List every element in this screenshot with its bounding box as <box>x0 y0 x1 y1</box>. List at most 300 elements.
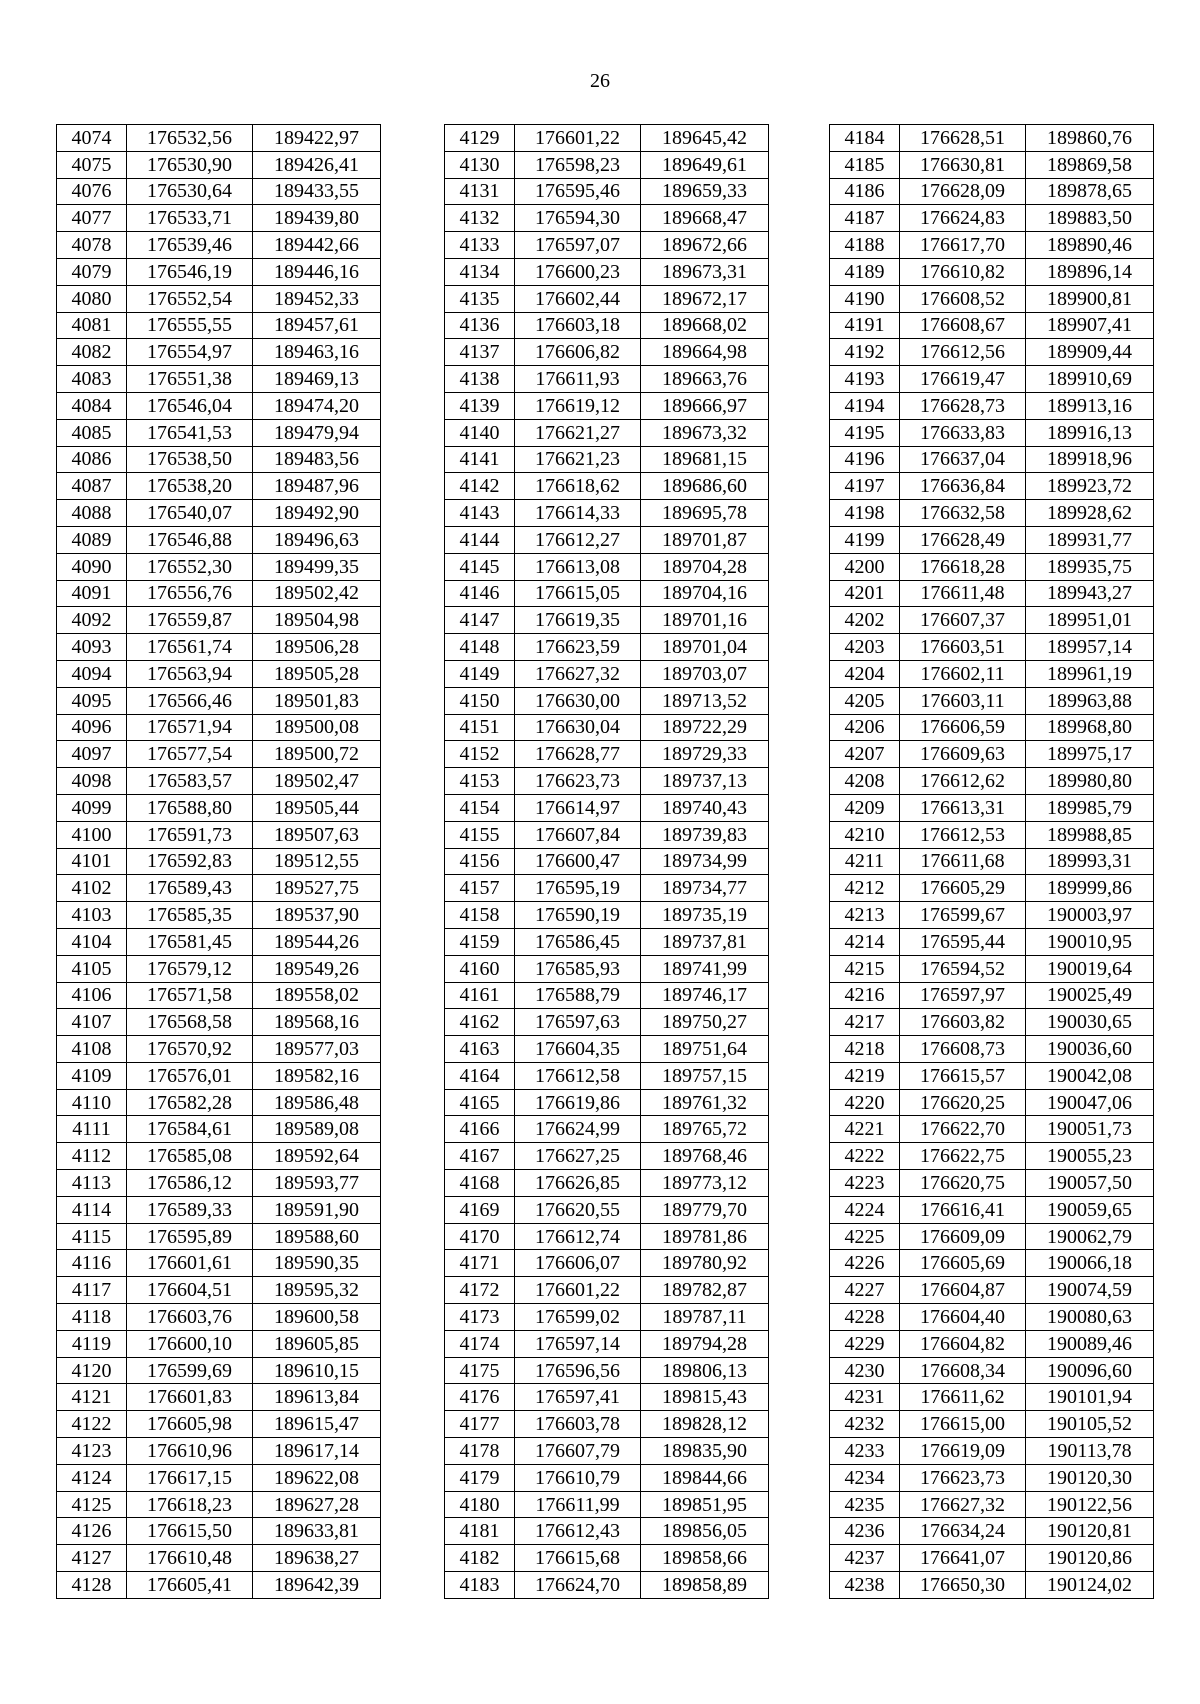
x-coordinate-cell: 176597,97 <box>900 982 1026 1009</box>
y-coordinate-cell: 189869,58 <box>1026 151 1154 178</box>
y-coordinate-cell: 189588,60 <box>253 1223 381 1250</box>
table-row <box>830 205 1154 232</box>
table-row <box>57 580 381 607</box>
table-row <box>830 821 1154 848</box>
y-coordinate-cell: 189568,16 <box>253 1009 381 1036</box>
table-row <box>445 1223 769 1250</box>
table-row <box>57 1116 381 1143</box>
x-coordinate-cell: 176624,99 <box>515 1116 641 1143</box>
x-coordinate-cell: 176533,71 <box>127 205 253 232</box>
x-coordinate-cell: 176632,58 <box>900 500 1026 527</box>
x-coordinate-cell: 176597,63 <box>515 1009 641 1036</box>
point-number-cell: 4160 <box>445 955 515 982</box>
x-coordinate-cell: 176601,83 <box>127 1384 253 1411</box>
table-row <box>57 1572 381 1599</box>
table-row <box>57 526 381 553</box>
point-number-cell: 4095 <box>57 687 127 714</box>
point-number-cell: 4120 <box>57 1357 127 1384</box>
y-coordinate-cell: 189761,32 <box>641 1089 769 1116</box>
x-coordinate-cell: 176623,73 <box>515 768 641 795</box>
table-row <box>57 392 381 419</box>
point-number-cell: 4232 <box>830 1411 900 1438</box>
table-row <box>57 902 381 929</box>
x-coordinate-cell: 176591,73 <box>127 821 253 848</box>
table-row <box>57 446 381 473</box>
table-row <box>445 1304 769 1331</box>
y-coordinate-cell: 190105,52 <box>1026 1411 1154 1438</box>
point-number-cell: 4165 <box>445 1089 515 1116</box>
point-number-cell: 4114 <box>57 1196 127 1223</box>
y-coordinate-cell: 190030,65 <box>1026 1009 1154 1036</box>
point-number-cell: 4172 <box>445 1277 515 1304</box>
table-row <box>445 366 769 393</box>
y-coordinate-cell: 189734,77 <box>641 875 769 902</box>
y-coordinate-cell: 189591,90 <box>253 1196 381 1223</box>
y-coordinate-cell: 190120,30 <box>1026 1464 1154 1491</box>
y-coordinate-cell: 189622,08 <box>253 1464 381 1491</box>
point-number-cell: 4139 <box>445 392 515 419</box>
point-number-cell: 4141 <box>445 446 515 473</box>
point-number-cell: 4222 <box>830 1143 900 1170</box>
point-number-cell: 4215 <box>830 955 900 982</box>
table-row <box>57 768 381 795</box>
point-number-cell: 4162 <box>445 1009 515 1036</box>
point-number-cell: 4231 <box>830 1384 900 1411</box>
table-row <box>57 553 381 580</box>
y-coordinate-cell: 189740,43 <box>641 794 769 821</box>
point-number-cell: 4113 <box>57 1170 127 1197</box>
x-coordinate-cell: 176568,58 <box>127 1009 253 1036</box>
point-number-cell: 4134 <box>445 258 515 285</box>
y-coordinate-cell: 190003,97 <box>1026 902 1154 929</box>
point-number-cell: 4150 <box>445 687 515 714</box>
y-coordinate-cell: 189729,33 <box>641 741 769 768</box>
y-coordinate-cell: 190057,50 <box>1026 1170 1154 1197</box>
x-coordinate-cell: 176590,19 <box>515 902 641 929</box>
table-row <box>445 258 769 285</box>
table-row <box>57 794 381 821</box>
point-number-cell: 4077 <box>57 205 127 232</box>
table-row <box>445 232 769 259</box>
table-row <box>445 1062 769 1089</box>
table-row <box>57 1357 381 1384</box>
point-number-cell: 4107 <box>57 1009 127 1036</box>
table-row <box>830 660 1154 687</box>
y-coordinate-cell: 189787,11 <box>641 1304 769 1331</box>
y-coordinate-cell: 189642,39 <box>253 1572 381 1599</box>
x-coordinate-cell: 176586,12 <box>127 1170 253 1197</box>
table-row <box>445 607 769 634</box>
point-number-cell: 4180 <box>445 1491 515 1518</box>
point-number-cell: 4074 <box>57 125 127 152</box>
x-coordinate-cell: 176615,68 <box>515 1545 641 1572</box>
x-coordinate-cell: 176599,02 <box>515 1304 641 1331</box>
y-coordinate-cell: 189751,64 <box>641 1036 769 1063</box>
y-coordinate-cell: 189549,26 <box>253 955 381 982</box>
table-row <box>830 285 1154 312</box>
table-row <box>57 1143 381 1170</box>
y-coordinate-cell: 189781,86 <box>641 1223 769 1250</box>
point-number-cell: 4098 <box>57 768 127 795</box>
point-number-cell: 4210 <box>830 821 900 848</box>
x-coordinate-cell: 176622,75 <box>900 1143 1026 1170</box>
y-coordinate-cell: 189963,88 <box>1026 687 1154 714</box>
x-coordinate-cell: 176546,19 <box>127 258 253 285</box>
point-number-cell: 4198 <box>830 500 900 527</box>
x-coordinate-cell: 176628,51 <box>900 125 1026 152</box>
y-coordinate-cell: 189782,87 <box>641 1277 769 1304</box>
point-number-cell: 4203 <box>830 634 900 661</box>
y-coordinate-cell: 189856,05 <box>641 1518 769 1545</box>
y-coordinate-cell: 189433,55 <box>253 178 381 205</box>
point-number-cell: 4163 <box>445 1036 515 1063</box>
point-number-cell: 4226 <box>830 1250 900 1277</box>
x-coordinate-cell: 176599,69 <box>127 1357 253 1384</box>
table-row <box>445 392 769 419</box>
table-row <box>445 1572 769 1599</box>
y-coordinate-cell: 189900,81 <box>1026 285 1154 312</box>
y-coordinate-cell: 189439,80 <box>253 205 381 232</box>
point-number-cell: 4145 <box>445 553 515 580</box>
y-coordinate-cell: 189779,70 <box>641 1196 769 1223</box>
table-row <box>57 125 381 152</box>
point-number-cell: 4112 <box>57 1143 127 1170</box>
table-row <box>445 634 769 661</box>
point-number-cell: 4186 <box>830 178 900 205</box>
y-coordinate-cell: 189737,81 <box>641 928 769 955</box>
x-coordinate-cell: 176612,58 <box>515 1062 641 1089</box>
x-coordinate-cell: 176624,83 <box>900 205 1026 232</box>
x-coordinate-cell: 176596,56 <box>515 1357 641 1384</box>
point-number-cell: 4217 <box>830 1009 900 1036</box>
x-coordinate-cell: 176566,46 <box>127 687 253 714</box>
x-coordinate-cell: 176619,86 <box>515 1089 641 1116</box>
x-coordinate-cell: 176541,53 <box>127 419 253 446</box>
x-coordinate-cell: 176617,15 <box>127 1464 253 1491</box>
table-row <box>57 258 381 285</box>
table-row <box>57 366 381 393</box>
y-coordinate-cell: 189737,13 <box>641 768 769 795</box>
y-coordinate-cell: 189961,19 <box>1026 660 1154 687</box>
x-coordinate-cell: 176604,87 <box>900 1277 1026 1304</box>
x-coordinate-cell: 176628,77 <box>515 741 641 768</box>
point-number-cell: 4081 <box>57 312 127 339</box>
x-coordinate-cell: 176611,99 <box>515 1491 641 1518</box>
point-number-cell: 4168 <box>445 1170 515 1197</box>
x-coordinate-cell: 176546,04 <box>127 392 253 419</box>
y-coordinate-cell: 189943,27 <box>1026 580 1154 607</box>
y-coordinate-cell: 189426,41 <box>253 151 381 178</box>
point-number-cell: 4075 <box>57 151 127 178</box>
point-number-cell: 4214 <box>830 928 900 955</box>
y-coordinate-cell: 190096,60 <box>1026 1357 1154 1384</box>
table-row <box>445 1357 769 1384</box>
x-coordinate-cell: 176608,34 <box>900 1357 1026 1384</box>
y-coordinate-cell: 189896,14 <box>1026 258 1154 285</box>
point-number-cell: 4126 <box>57 1518 127 1545</box>
table-row <box>830 419 1154 446</box>
table-row <box>445 1170 769 1197</box>
y-coordinate-cell: 189483,56 <box>253 446 381 473</box>
x-coordinate-cell: 176577,54 <box>127 741 253 768</box>
table-row <box>57 1491 381 1518</box>
x-coordinate-cell: 176620,25 <box>900 1089 1026 1116</box>
x-coordinate-cell: 176612,74 <box>515 1223 641 1250</box>
x-coordinate-cell: 176627,25 <box>515 1143 641 1170</box>
x-coordinate-cell: 176579,12 <box>127 955 253 982</box>
table-row <box>445 1518 769 1545</box>
y-coordinate-cell: 189878,65 <box>1026 178 1154 205</box>
x-coordinate-cell: 176628,09 <box>900 178 1026 205</box>
x-coordinate-cell: 176611,62 <box>900 1384 1026 1411</box>
x-coordinate-cell: 176570,92 <box>127 1036 253 1063</box>
point-number-cell: 4212 <box>830 875 900 902</box>
x-coordinate-cell: 176603,51 <box>900 634 1026 661</box>
table-row <box>445 902 769 929</box>
coordinates-table-2 <box>444 124 769 1599</box>
x-coordinate-cell: 176630,04 <box>515 714 641 741</box>
x-coordinate-cell: 176619,35 <box>515 607 641 634</box>
point-number-cell: 4119 <box>57 1330 127 1357</box>
table-row <box>445 928 769 955</box>
table-row <box>830 1411 1154 1438</box>
table-row <box>57 875 381 902</box>
y-coordinate-cell: 190066,18 <box>1026 1250 1154 1277</box>
table-row <box>57 982 381 1009</box>
table-row <box>830 1518 1154 1545</box>
table-row <box>445 1464 769 1491</box>
point-number-cell: 4230 <box>830 1357 900 1384</box>
x-coordinate-cell: 176615,57 <box>900 1062 1026 1089</box>
y-coordinate-cell: 189980,80 <box>1026 768 1154 795</box>
table-row <box>830 1545 1154 1572</box>
x-coordinate-cell: 176623,73 <box>900 1464 1026 1491</box>
table-row <box>445 1250 769 1277</box>
point-number-cell: 4220 <box>830 1089 900 1116</box>
y-coordinate-cell: 190074,59 <box>1026 1277 1154 1304</box>
table-row <box>445 875 769 902</box>
table-row <box>445 500 769 527</box>
table-row <box>445 1384 769 1411</box>
table-row <box>57 1250 381 1277</box>
y-coordinate-cell: 189504,98 <box>253 607 381 634</box>
point-number-cell: 4164 <box>445 1062 515 1089</box>
x-coordinate-cell: 176602,11 <box>900 660 1026 687</box>
table-row <box>57 1464 381 1491</box>
table-body <box>445 125 769 1599</box>
y-coordinate-cell: 189713,52 <box>641 687 769 714</box>
table-row <box>57 1009 381 1036</box>
x-coordinate-cell: 176618,62 <box>515 473 641 500</box>
y-coordinate-cell: 189741,99 <box>641 955 769 982</box>
x-coordinate-cell: 176626,85 <box>515 1170 641 1197</box>
y-coordinate-cell: 189701,04 <box>641 634 769 661</box>
y-coordinate-cell: 189695,78 <box>641 500 769 527</box>
x-coordinate-cell: 176571,58 <box>127 982 253 1009</box>
table-row <box>57 205 381 232</box>
point-number-cell: 4229 <box>830 1330 900 1357</box>
table-row <box>445 955 769 982</box>
point-number-cell: 4204 <box>830 660 900 687</box>
x-coordinate-cell: 176588,79 <box>515 982 641 1009</box>
point-number-cell: 4083 <box>57 366 127 393</box>
table-row <box>445 660 769 687</box>
y-coordinate-cell: 190101,94 <box>1026 1384 1154 1411</box>
point-number-cell: 4092 <box>57 607 127 634</box>
point-number-cell: 4174 <box>445 1330 515 1357</box>
y-coordinate-cell: 190042,08 <box>1026 1062 1154 1089</box>
point-number-cell: 4129 <box>445 125 515 152</box>
y-coordinate-cell: 189544,26 <box>253 928 381 955</box>
x-coordinate-cell: 176621,23 <box>515 446 641 473</box>
y-coordinate-cell: 189828,12 <box>641 1411 769 1438</box>
x-coordinate-cell: 176605,69 <box>900 1250 1026 1277</box>
table-row <box>830 1304 1154 1331</box>
table-row <box>57 741 381 768</box>
x-coordinate-cell: 176563,94 <box>127 660 253 687</box>
table-row <box>57 607 381 634</box>
point-number-cell: 4090 <box>57 553 127 580</box>
table-row <box>445 1411 769 1438</box>
y-coordinate-cell: 189739,83 <box>641 821 769 848</box>
x-coordinate-cell: 176605,98 <box>127 1411 253 1438</box>
y-coordinate-cell: 190089,46 <box>1026 1330 1154 1357</box>
point-number-cell: 4235 <box>830 1491 900 1518</box>
point-number-cell: 4123 <box>57 1438 127 1465</box>
point-number-cell: 4106 <box>57 982 127 1009</box>
point-number-cell: 4169 <box>445 1196 515 1223</box>
y-coordinate-cell: 189907,41 <box>1026 312 1154 339</box>
x-coordinate-cell: 176592,83 <box>127 848 253 875</box>
y-coordinate-cell: 189422,97 <box>253 125 381 152</box>
x-coordinate-cell: 176532,56 <box>127 125 253 152</box>
x-coordinate-cell: 176633,83 <box>900 419 1026 446</box>
x-coordinate-cell: 176623,59 <box>515 634 641 661</box>
y-coordinate-cell: 189794,28 <box>641 1330 769 1357</box>
x-coordinate-cell: 176611,68 <box>900 848 1026 875</box>
x-coordinate-cell: 176605,41 <box>127 1572 253 1599</box>
table-row <box>445 1009 769 1036</box>
x-coordinate-cell: 176637,04 <box>900 446 1026 473</box>
x-coordinate-cell: 176538,20 <box>127 473 253 500</box>
point-number-cell: 4136 <box>445 312 515 339</box>
y-coordinate-cell: 189668,02 <box>641 312 769 339</box>
table-row <box>57 660 381 687</box>
table-row <box>830 232 1154 259</box>
y-coordinate-cell: 189500,72 <box>253 741 381 768</box>
x-coordinate-cell: 176627,32 <box>515 660 641 687</box>
y-coordinate-cell: 189975,17 <box>1026 741 1154 768</box>
x-coordinate-cell: 176630,00 <box>515 687 641 714</box>
y-coordinate-cell: 189890,46 <box>1026 232 1154 259</box>
y-coordinate-cell: 190059,65 <box>1026 1196 1154 1223</box>
y-coordinate-cell: 189910,69 <box>1026 366 1154 393</box>
y-coordinate-cell: 189500,08 <box>253 714 381 741</box>
table-row <box>57 634 381 661</box>
point-number-cell: 4200 <box>830 553 900 580</box>
table-row <box>57 687 381 714</box>
y-coordinate-cell: 189686,60 <box>641 473 769 500</box>
y-coordinate-cell: 189673,31 <box>641 258 769 285</box>
x-coordinate-cell: 176582,28 <box>127 1089 253 1116</box>
y-coordinate-cell: 189704,28 <box>641 553 769 580</box>
x-coordinate-cell: 176576,01 <box>127 1062 253 1089</box>
x-coordinate-cell: 176571,94 <box>127 714 253 741</box>
y-coordinate-cell: 189610,15 <box>253 1357 381 1384</box>
table-row <box>830 339 1154 366</box>
y-coordinate-cell: 189589,08 <box>253 1116 381 1143</box>
x-coordinate-cell: 176597,14 <box>515 1330 641 1357</box>
table-row <box>57 1036 381 1063</box>
point-number-cell: 4133 <box>445 232 515 259</box>
point-number-cell: 4148 <box>445 634 515 661</box>
table-row <box>445 714 769 741</box>
y-coordinate-cell: 189913,16 <box>1026 392 1154 419</box>
point-number-cell: 4110 <box>57 1089 127 1116</box>
point-number-cell: 4158 <box>445 902 515 929</box>
point-number-cell: 4140 <box>445 419 515 446</box>
point-number-cell: 4178 <box>445 1438 515 1465</box>
table-row <box>830 446 1154 473</box>
x-coordinate-cell: 176634,24 <box>900 1518 1026 1545</box>
y-coordinate-cell: 189780,92 <box>641 1250 769 1277</box>
table-row <box>830 473 1154 500</box>
point-number-cell: 4105 <box>57 955 127 982</box>
y-coordinate-cell: 189633,81 <box>253 1518 381 1545</box>
point-number-cell: 4208 <box>830 768 900 795</box>
y-coordinate-cell: 189951,01 <box>1026 607 1154 634</box>
x-coordinate-cell: 176608,52 <box>900 285 1026 312</box>
table-row <box>57 232 381 259</box>
y-coordinate-cell: 190062,79 <box>1026 1223 1154 1250</box>
y-coordinate-cell: 189505,44 <box>253 794 381 821</box>
table-row <box>830 687 1154 714</box>
point-number-cell: 4151 <box>445 714 515 741</box>
point-number-cell: 4111 <box>57 1116 127 1143</box>
x-coordinate-cell: 176603,18 <box>515 312 641 339</box>
point-number-cell: 4202 <box>830 607 900 634</box>
y-coordinate-cell: 189617,14 <box>253 1438 381 1465</box>
table-row <box>57 178 381 205</box>
point-number-cell: 4237 <box>830 1545 900 1572</box>
y-coordinate-cell: 189928,62 <box>1026 500 1154 527</box>
table-row <box>57 1330 381 1357</box>
x-coordinate-cell: 176612,56 <box>900 339 1026 366</box>
y-coordinate-cell: 190036,60 <box>1026 1036 1154 1063</box>
point-number-cell: 4173 <box>445 1304 515 1331</box>
y-coordinate-cell: 189768,46 <box>641 1143 769 1170</box>
x-coordinate-cell: 176603,82 <box>900 1009 1026 1036</box>
point-number-cell: 4152 <box>445 741 515 768</box>
point-number-cell: 4227 <box>830 1277 900 1304</box>
y-coordinate-cell: 189860,76 <box>1026 125 1154 152</box>
x-coordinate-cell: 176554,97 <box>127 339 253 366</box>
table-row <box>830 634 1154 661</box>
y-coordinate-cell: 189735,19 <box>641 902 769 929</box>
y-coordinate-cell: 189746,17 <box>641 982 769 1009</box>
y-coordinate-cell: 189577,03 <box>253 1036 381 1063</box>
x-coordinate-cell: 176604,35 <box>515 1036 641 1063</box>
point-number-cell: 4225 <box>830 1223 900 1250</box>
table-row <box>445 794 769 821</box>
table-row <box>57 473 381 500</box>
y-coordinate-cell: 189505,28 <box>253 660 381 687</box>
table-row <box>830 714 1154 741</box>
y-coordinate-cell: 189487,96 <box>253 473 381 500</box>
y-coordinate-cell: 189507,63 <box>253 821 381 848</box>
x-coordinate-cell: 176561,74 <box>127 634 253 661</box>
x-coordinate-cell: 176600,47 <box>515 848 641 875</box>
